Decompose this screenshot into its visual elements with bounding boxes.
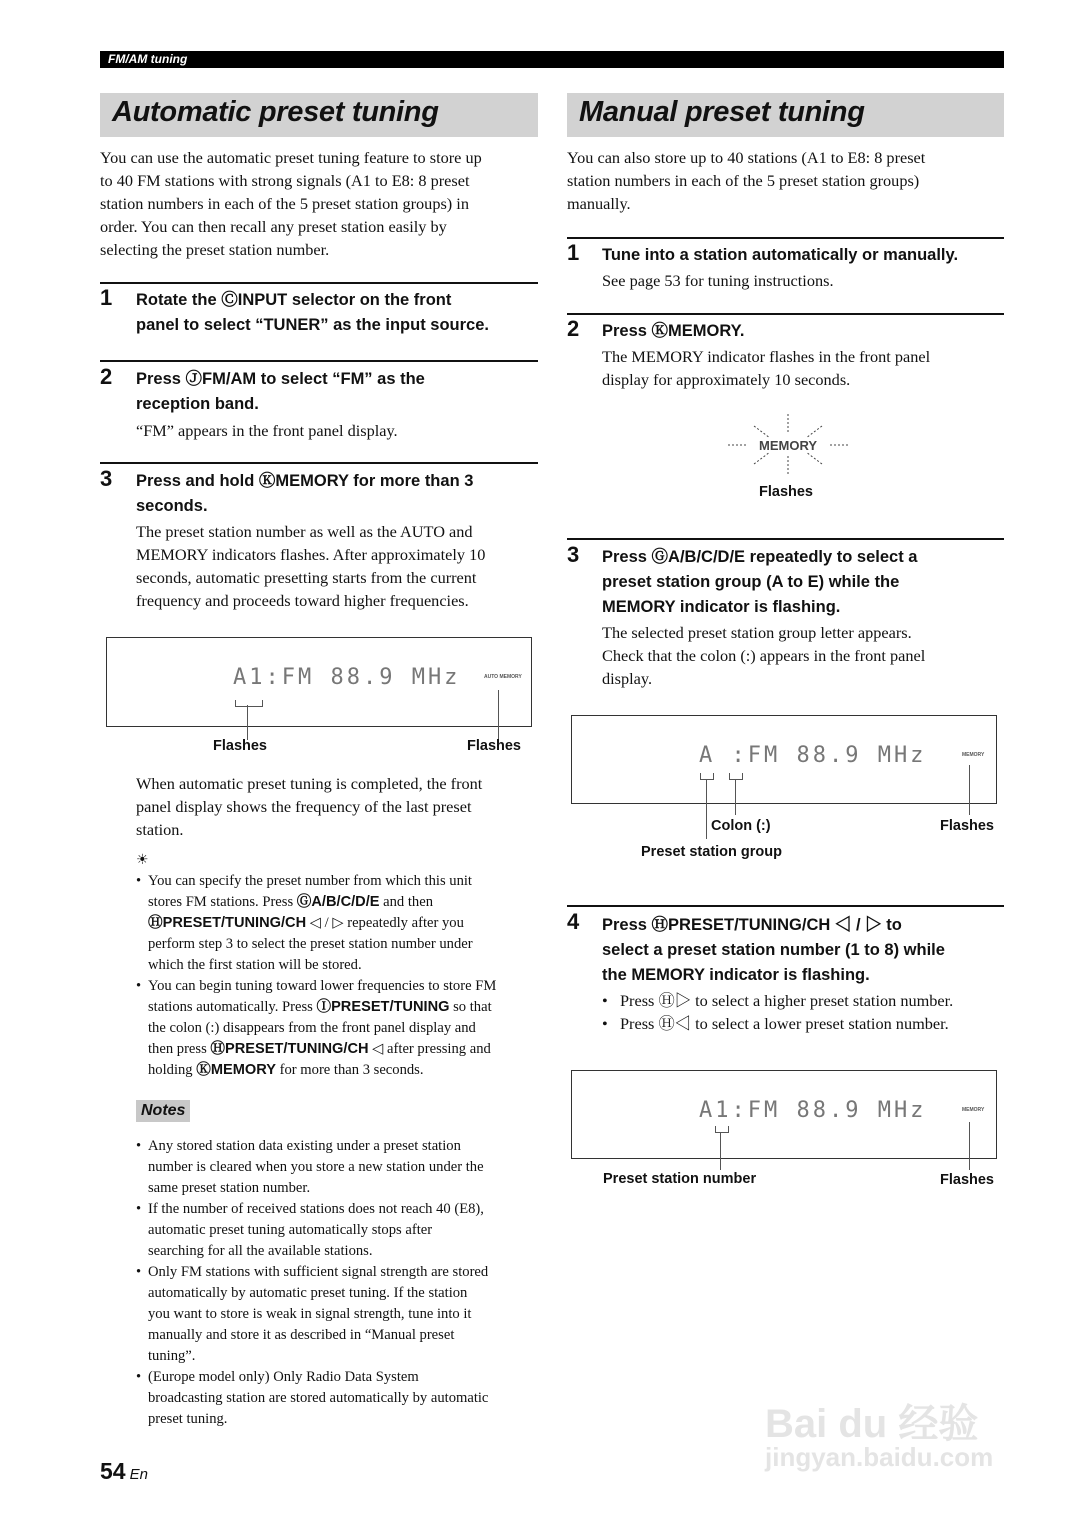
bracket — [715, 1126, 729, 1133]
circled-key-icon: Ⓚ — [258, 472, 276, 490]
tip-item: • You can begin tuning toward lower frequencies to store FM stations automatically. Press ⒾPRESET/TUNING so that the colon (:) disappears from the front panel display and then press ⒽPRESET/TUNING/CH ◁ after pressing and holding ⓀMEMORY for more than 3 seconds. — [136, 976, 546, 1081]
note-item: • (Europe model only) Only Radio Data System broadcasting station are stored automatically by automatic preset tuning. — [136, 1367, 546, 1430]
watermark-brand: Bai du 经验 — [765, 1402, 979, 1446]
leader-line — [735, 779, 736, 815]
circled-key-icon: Ⓚ — [651, 322, 669, 340]
memory-text: MEMORY — [759, 438, 818, 453]
tip-item: • You can specify the preset number from which this unit stores FM stations. Press ⒼA/B/C/D/E and then ⒽPRESET/TUNING/CH ◁ / ▷ repeatedly after you perform step 3 to select the preset station number under which the first station will be stored. — [136, 871, 546, 976]
flashes-label: Flashes — [940, 1172, 994, 1188]
completion-text: When automatic preset tuning is completed, the front panel display shows the frequency of the last preset station. — [136, 774, 483, 839]
step-1-heading: Tune into a station automatically or manually. — [602, 246, 959, 264]
note-item: • Only FM stations with sufficient signal strength are stored automatically by automatic preset tuning. If the station you want to store is weak in signal strength, tune into it manually and store it as described in “Manual preset tuning”. — [136, 1262, 546, 1367]
leader-line — [720, 1132, 721, 1170]
display-text: A1:FM 88.9 MHz — [233, 665, 461, 690]
step-number: 2 — [567, 316, 580, 341]
leader-line — [498, 690, 499, 740]
bracket — [235, 700, 263, 707]
text-line: order. You can then recall any preset station easily by — [100, 217, 447, 236]
watermark-url: jingyan.baidu.com — [765, 1442, 994, 1472]
button-name: FM/AM — [202, 370, 257, 388]
left-section-title-box — [100, 93, 538, 137]
circled-key-icon: Ⓒ — [221, 291, 238, 309]
divider — [567, 313, 1004, 315]
text-line: You can use the automatic preset tuning feature to store up — [100, 148, 482, 167]
divider — [567, 905, 1004, 907]
display-text: A :FM 88.9 MHz — [699, 743, 927, 768]
note-item: • Any stored station data existing under a preset station number is cleared when you store a new station under the same preset station number. — [136, 1136, 546, 1199]
button-name: MEMORY — [275, 472, 349, 490]
colon-label: Colon (:) — [711, 818, 771, 834]
step-3-heading: Press and hold ⓀMEMORY for more than 3 seconds. — [136, 472, 474, 515]
flashes-label: Flashes — [467, 738, 521, 754]
front-panel-display — [106, 637, 532, 727]
step-number: 3 — [100, 466, 113, 491]
memory-indicator-figure — [720, 410, 856, 478]
step-4-bullets — [602, 989, 1012, 1035]
step-4-heading: Press ⒽPRESET/TUNING/CH ◁ / ▷ to select a preset station number (1 to 8) while the MEMORY indicator is flashing. — [602, 916, 945, 984]
step-number: 1 — [567, 240, 580, 265]
step-2-body: The MEMORY indicator flashes in the front panel display for approximately 10 seconds. — [602, 347, 931, 389]
page-number: 54 En — [100, 1458, 148, 1484]
notes-label: Notes — [136, 1100, 190, 1122]
bullet-item: • Press Ⓗ▷ to select a higher preset station number. — [602, 989, 1012, 1012]
step-3-body: The preset station number as well as the AUTO and MEMORY indicators flashes. After approximately 10 seconds, automatic presetting starts from the current frequency and proceeds toward higher frequencies. — [136, 522, 486, 610]
step-3-body: The selected preset station group letter appears. Check that the colon (:) appears in the front panel display. — [602, 623, 926, 688]
lightbulb-icon: ☀ — [136, 853, 149, 868]
text-line: selecting the preset station number. — [100, 240, 330, 259]
step-1-heading: Rotate the ⒸINPUT selector on the front panel to select “TUNER” as the input source. — [136, 291, 489, 334]
step-3-heading: Press ⒼA/B/C/D/E repeatedly to select a preset station group (A to E) while the MEMORY indicator is flashing. — [602, 548, 918, 616]
front-panel-display — [571, 715, 997, 804]
step-number: 3 — [567, 542, 580, 567]
left-intro — [100, 146, 540, 261]
memory-indicator: MEMORY — [962, 1107, 985, 1113]
button-name: INPUT — [237, 291, 288, 309]
section-title: Manual preset tuning — [579, 96, 865, 128]
note-item: • If the number of received stations does not reach 40 (E8), automatic preset tuning automatically stops after searching for all the available stations. — [136, 1199, 546, 1262]
divider — [100, 462, 538, 464]
notes-list — [136, 1136, 546, 1430]
flashes-label: Flashes — [940, 818, 994, 834]
step-number: 1 — [100, 285, 113, 310]
section-label: FM/AM tuning — [108, 52, 188, 66]
leader-line — [969, 765, 970, 815]
step-2-body: “FM” appears in the front panel display. — [136, 421, 398, 440]
auto-memory-indicator: AUTO MEMORY — [484, 674, 522, 680]
text-line: station numbers in each of the 5 preset station groups) in — [100, 194, 469, 213]
section-header-bar — [100, 51, 1004, 68]
display-text: A1:FM 88.9 MHz — [699, 1098, 927, 1123]
divider — [567, 538, 1004, 540]
bullet-item: • Press Ⓗ◁ to select a lower preset station number. — [602, 1012, 1012, 1035]
bracket — [700, 773, 714, 780]
text-line: to 40 FM stations with strong signals (A1 to E8: 8 preset — [100, 171, 470, 190]
front-panel-display — [571, 1070, 997, 1159]
step-2-heading: Press ⓀMEMORY. — [602, 322, 745, 340]
memory-indicator: MEMORY — [962, 752, 985, 758]
bracket — [729, 773, 743, 780]
preset-number-label: Preset station number — [603, 1171, 757, 1187]
step-1-body: See page 53 for tuning instructions. — [602, 271, 834, 290]
divider — [100, 282, 538, 284]
divider — [567, 237, 1004, 239]
flashes-label: Flashes — [759, 484, 813, 500]
circled-key-icon: Ⓗ — [651, 916, 669, 934]
tips-list — [136, 871, 546, 1081]
step-2-heading: Press ⒿFM/AM to select “FM” as the reception band. — [136, 370, 425, 413]
right-intro: You can also store up to 40 stations (A1 to E8: 8 preset station numbers in each of the 5 preset station groups) manually. — [567, 148, 926, 213]
step-number: 4 — [567, 909, 580, 934]
leader-line — [247, 705, 248, 740]
flashes-label: Flashes — [213, 738, 267, 754]
circled-key-icon: Ⓙ — [185, 370, 203, 388]
section-title: Automatic preset tuning — [112, 96, 439, 128]
preset-group-label: Preset station group — [641, 844, 782, 860]
right-section-title-box — [567, 93, 1004, 137]
step-number: 2 — [100, 364, 113, 389]
leader-line — [706, 779, 707, 839]
circled-key-icon: Ⓖ — [651, 548, 669, 566]
divider — [100, 360, 538, 362]
leader-line — [969, 1122, 970, 1170]
